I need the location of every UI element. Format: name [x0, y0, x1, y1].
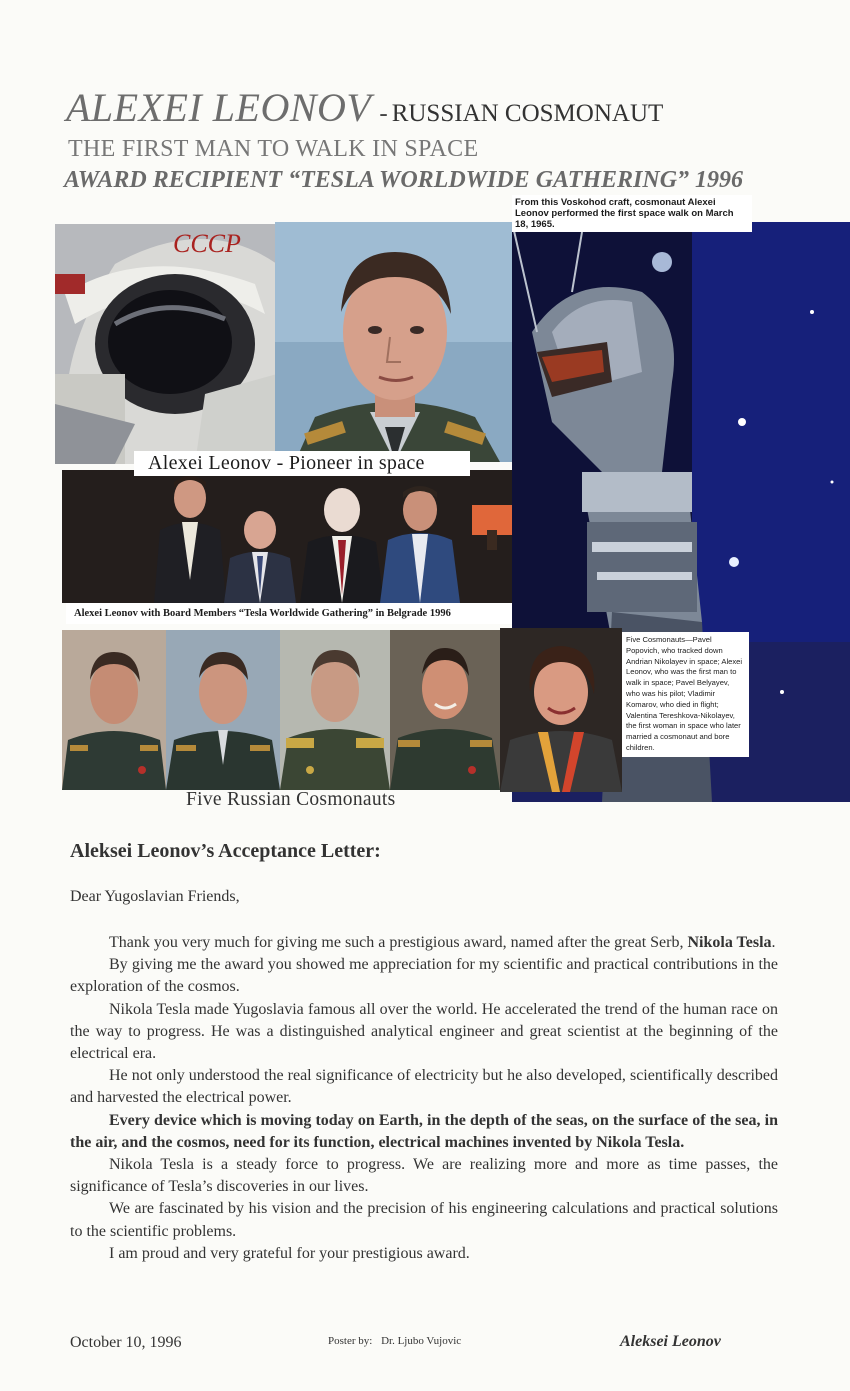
- board-members-caption: Alexei Leonov with Board Members “Tesla Worldwide Gathering” in Belgrade 1996: [66, 603, 512, 624]
- cosmonaut-name: ALEXEI LEONOV: [66, 85, 372, 130]
- letter-title: Aleksei Leonov’s Acceptance Letter:: [70, 840, 381, 862]
- letter-paragraph: Nikola Tesla made Yugoslavia famous all over the world. He accelerated the trend of the human race on the way to progress. He was a distinguished analytical engineer and great scientist at the beginning of the electrical era.: [70, 1000, 778, 1063]
- poster-credit: [328, 1335, 461, 1347]
- signature: Aleksei Leonov: [620, 1333, 721, 1350]
- subtitle: THE FIRST MAN TO WALK IN SPACE: [68, 136, 479, 162]
- paragraph-text: Thank you very much for giving me such a prestigious award, named after the great Serb,: [109, 934, 688, 951]
- spacewalk-helmet-photo: [55, 224, 277, 464]
- letter-greeting: Dear Yugoslavian Friends,: [70, 888, 240, 905]
- poster-title: [66, 84, 663, 131]
- cosmonaut-portrait-2: [166, 630, 280, 790]
- tesla-name: Nikola Tesla: [687, 934, 772, 951]
- board-members-photo: [62, 470, 512, 603]
- paragraph-end: .: [771, 934, 776, 951]
- letter-date: October 10, 1996: [70, 1334, 182, 1351]
- cosmonaut-portrait-1: [62, 630, 166, 790]
- poster-credit-author: Dr. Ljubo Vujovic: [381, 1335, 462, 1347]
- letter-paragraph: I am proud and very grateful for your prestigious award.: [109, 1244, 470, 1262]
- letter-paragraph: We are fascinated by his vision and the precision of his engineering calculations and practical solutions to the scientific problems.: [70, 1200, 778, 1240]
- letter-paragraph: [70, 932, 778, 954]
- letter-body: [70, 932, 778, 1265]
- cosmonaut-portrait-3: [280, 630, 390, 790]
- letter-paragraph: He not only understood the real significance of electricity but he also developed, scientifically described and harvested the electrical power.: [70, 1067, 778, 1107]
- craft-caption: From this Voskohod craft, cosmonaut Alexei Leonov performed the first space walk on March 18, 1965.: [512, 195, 752, 232]
- letter-paragraph: Nikola Tesla is a steady force to progress. We are realizing more and more as time passes, the significance of Tesla’s discoveries in our lives.: [70, 1156, 778, 1196]
- award-line: AWARD RECIPIENT “TESLA WORLDWIDE GATHERING” 1996: [64, 167, 744, 193]
- cccp-emblem: CCCP: [173, 229, 241, 258]
- cosmonaut-portrait-5: [500, 628, 622, 792]
- five-cosmonauts-label: Five Russian Cosmonauts: [186, 789, 396, 810]
- pioneer-caption: Alexei Leonov - Pioneer in space: [134, 451, 470, 476]
- letter-paragraph: By giving me the award you showed me appreciation for my scientific and practical contributions in the exploration of the cosmos.: [70, 956, 778, 996]
- poster-credit-label: Poster by:: [328, 1335, 373, 1347]
- cosmonaut-role: RUSSIAN COSMONAUT: [391, 100, 664, 127]
- letter-paragraph-bold: Every device which is moving today on Earth, in the depth of the seas, on the surface of the sea, in the air, and the cosmos, need for its function, electrical machines invented by Nikola Tesla.: [70, 1111, 778, 1151]
- five-cosmonauts-caption: Five Cosmonauts—Pavel Popovich, who tracked down Andrian Nikolayev in space; Alexei Leonov, who was the first man to walk in space; Pavel Belyayev, who was his pilot; Vladimir Komarov, who died in flight; Valentina Tereshkova-Nikolayev, the first woman in space who later married a cosmonaut and bore children.: [622, 632, 749, 757]
- cosmonaut-portrait-4: [390, 630, 500, 790]
- leonov-portrait-photo: [275, 222, 513, 462]
- title-separator: -: [379, 100, 388, 127]
